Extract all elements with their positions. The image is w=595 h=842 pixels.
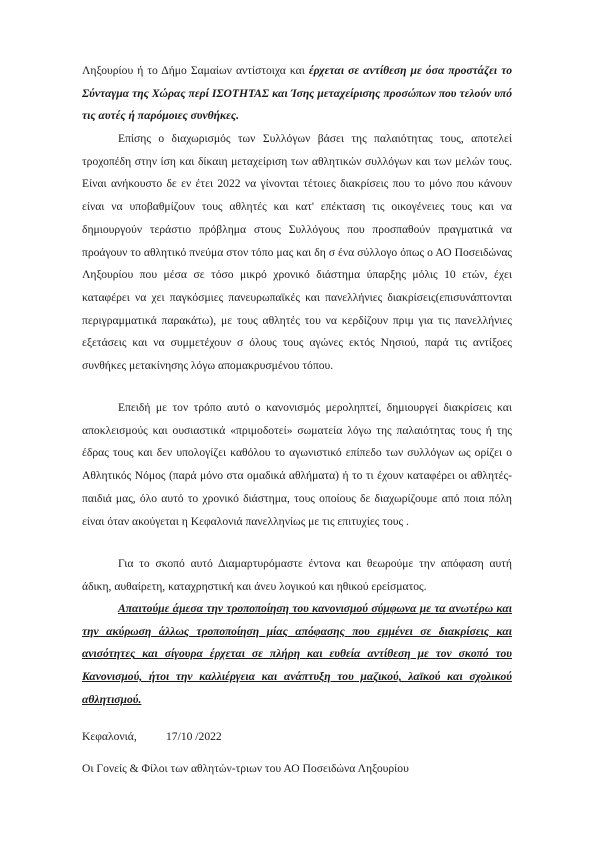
signature-line: Οι Γονείς & Φίλοι των αθλητών-τριων του ΑΟ Ποσειδώνα Ληξουρίου (82, 762, 409, 775)
paragraph-demand: Απαιτούμε άμεσα την τροποποίηση του κανονισμού σύμφωνα με τα ανωτέρω και την ακύρωση άλλως τροποποίηση μίας απόφασης που εμμένει σε διακρίσεις και ανισότητες και σίγουρα έρχεται σε πλήρη και ευθεία αντίθεση με τον σκοπό του Κανονισμού, ήτοι την καλλιέργεια και ανάπτυξη του μαζικού, λαϊκού και σχολικού αθλητισμού. (82, 602, 512, 706)
paragraph-regulation-bias: Επειδή με τον τρόπο αυτό ο κανονισμός μεροληπτεί, δημιουργεί διακρίσεις και αποκλεισμούς και ουσιαστικά «πριμοδοτεί» σωματεία λόγω της παλαιότητας τους ή της έδρας τους και δεν υπολογίζει καθόλου το αγωνιστικό επίπεδο των συλλόγων ως ορίζει ο Αθλητικός Νόμος (παρά μόνο στα ομαδικά αθλήματα) ή το τι έχουν καταφέρει οι αθλητές-παιδιά μας, όλο αυτό το χρονικό διάστημα, τους οποίους δε διαχωρίζουμε από ποια πόλη είναι όταν ακούγεται η Κεφαλονιά πανελληνίως με τις επιτυχίες τους . (82, 401, 512, 528)
intro-normal-text: Ληξουρίου ή το Δήμο Σαμαίων αντίστοιχα και (82, 64, 309, 77)
date-text: 17/10 /2022 (166, 730, 222, 743)
intro-emphasis-text: έρχεται σε αντίθεση με όσα προστάζει το Σύνταγμα της Χώρας περί ΙΣΟΤΗΤΑΣ και Ίσης μεταχείρισης προσώπων που τελούν υπό τις αυτές ή παρόμοιες συνθήκες. (82, 64, 512, 123)
paragraph-club-distinction: Επίσης ο διαχωρισμός των Συλλόγων βάσει της παλαιότητας τους, αποτελεί τροχοπέδη στην ίση και δίκαιη μεταχείριση των αθλητικών συλλόγων και των μελών τους. Είναι ανήκουστο δε εν έτει 2022 να γίνονται τέτοιες διακρίσεις που το μόνο που κάνουν είναι να υποβαθμίζουν τους αθλητές και κατ' επέκταση τις οικογένειες τους και να δημιουργούν τεράστιο πρόβλημα στους Συλλόγους που προσπαθούν πραγματικά να προάγουν το αθλητικό πνεύμα στον τόπο μας και δη σ ένα σύλλογο όπως ο ΑΟ Ποσειδώνας Ληξουρίου που μέσα σε τόσο μικρό χρονικό διάστημα ύπαρξης μόλις 10 ετών, έχει καταφέρει να χει παγκόσμιες πανευρωπαϊκές και πανελλήνιες διακρίσεις(επισυνάπτονται περιγραμματικά παρακάτω), με τους αθλητές του να κερδίζουν πριμ για τις πανελλήνιες εξετάσεις και να συμμετέχουν σ όλους τους αγώνες εκτός Νησιού, παρά τις αντίξοες συνθήκες μετακίνησης λόγω απομακρυσμένου τόπου. (82, 132, 512, 373)
date-line (82, 728, 222, 746)
intro-paragraph (82, 60, 512, 128)
paragraph-protest: Για το σκοπό αυτό Διαμαρτυρόμαστε έντονα και θεωρούμε την απόφαση αυτή άδικη, αυθαίρετη, καταχρηστική και άνευ λογικού και ηθικού ερείσματος. (82, 557, 512, 593)
place-text: Κεφαλονιά, (82, 730, 137, 743)
